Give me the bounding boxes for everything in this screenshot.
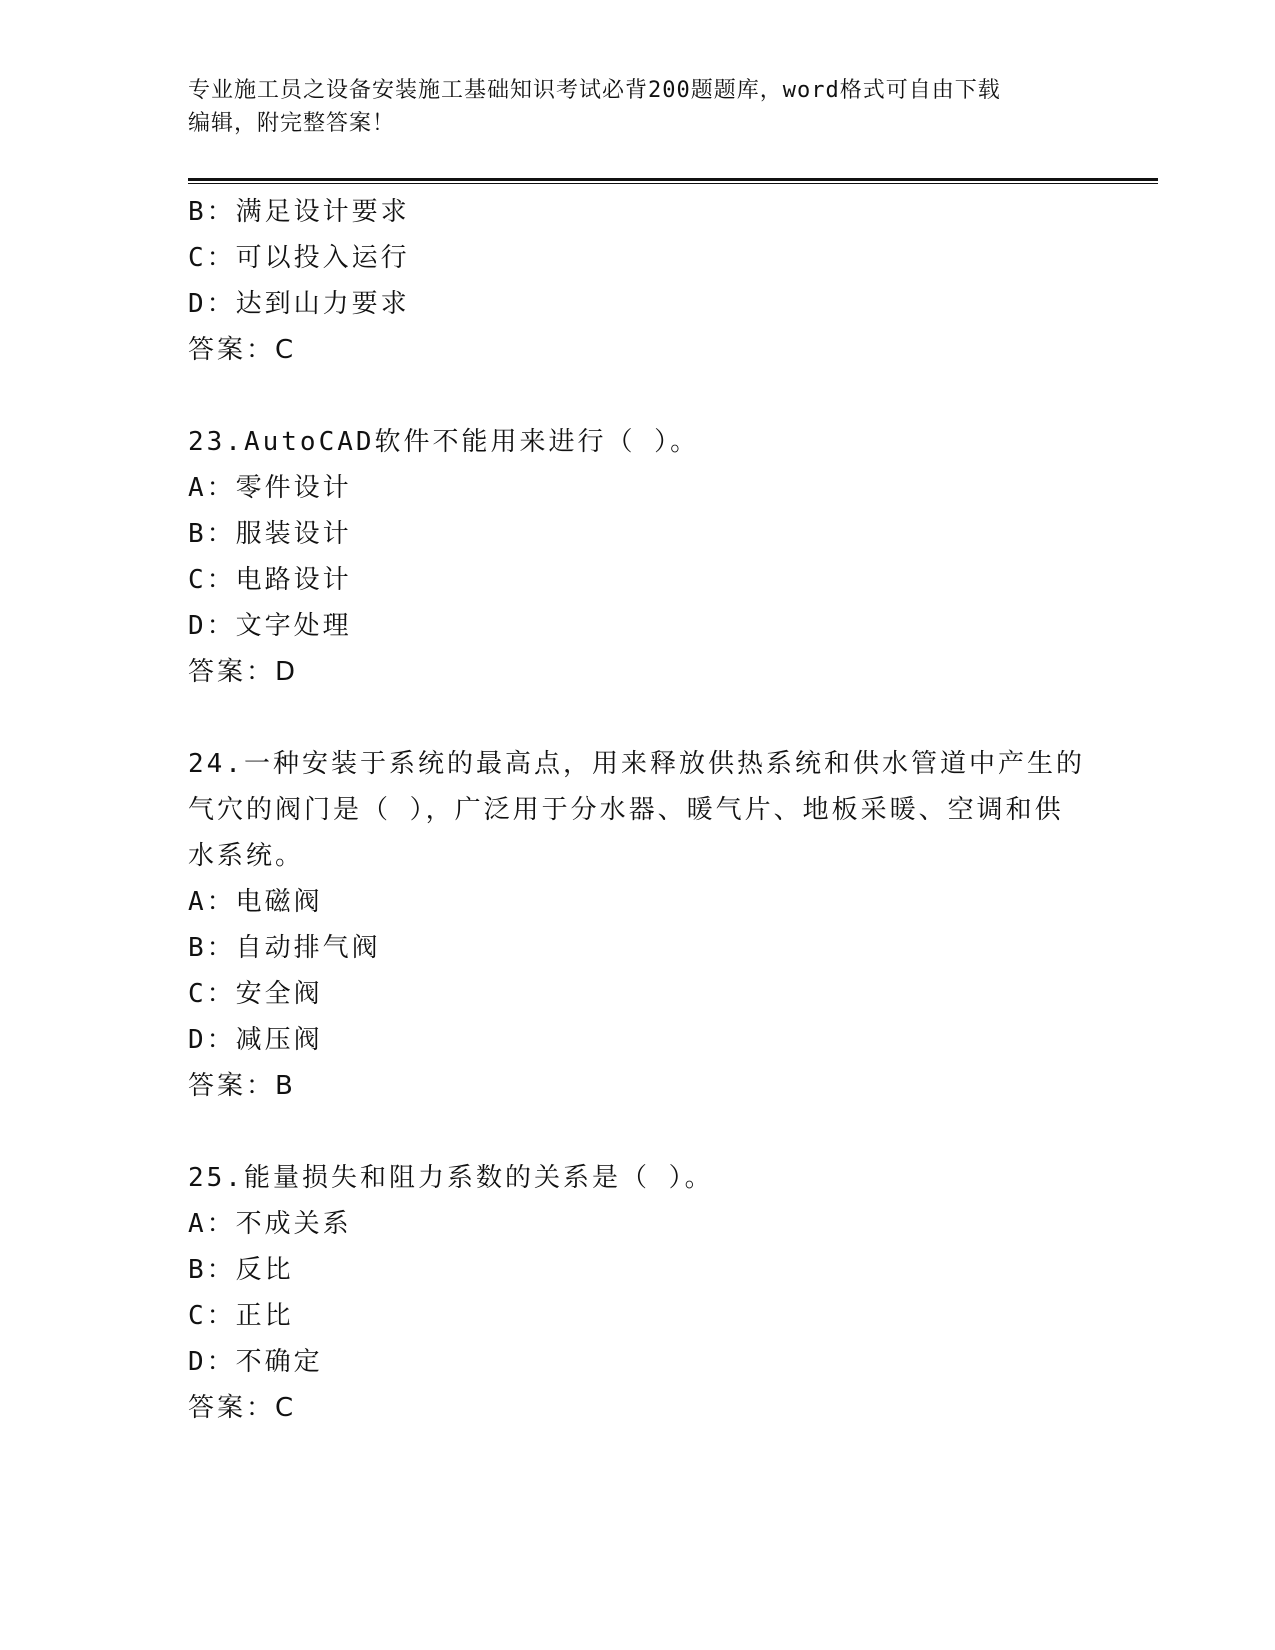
question-24 (188, 741, 1088, 1109)
question-25 (188, 1155, 1088, 1431)
question-23 (188, 419, 1088, 695)
document-header (188, 74, 1068, 140)
answer-line: 答案：C (188, 1393, 297, 1423)
option-d: D：文字处理 (188, 611, 352, 641)
option-a: A：零件设计 (188, 473, 352, 503)
option-b: B：服装设计 (188, 519, 352, 549)
option-a: A：不成关系 (188, 1209, 352, 1239)
option-a: A：电磁阀 (188, 887, 323, 917)
option-b: B：自动排气阀 (188, 933, 381, 963)
question-stem: 23.AutoCAD软件不能用来进行（ ）。 (188, 427, 700, 457)
header-divider-thin (188, 183, 1158, 184)
option-d: D：减压阀 (188, 1025, 323, 1055)
question-stem: 25.能量损失和阻力系数的关系是（ ）。 (188, 1163, 714, 1193)
header-divider-thick (188, 178, 1158, 181)
answer-line: 答案：D (188, 657, 299, 687)
question-22-tail (188, 189, 1088, 373)
option-b: B：满足设计要求 (188, 197, 410, 227)
question-stem-line-3: 水系统。 (188, 841, 305, 871)
answer-line: 答案：C (188, 335, 297, 365)
option-c: C：安全阀 (188, 979, 323, 1009)
option-d: D：不确定 (188, 1347, 323, 1377)
header-title-line-1: 专业施工员之设备安装施工基础知识考试必背200题题库，word格式可自由下载 (188, 78, 1001, 103)
answer-line: 答案：B (188, 1071, 296, 1101)
option-c: C：可以投入运行 (188, 243, 410, 273)
option-d: D：达到山力要求 (188, 289, 410, 319)
header-title-line-2: 编辑，附完整答案！ (188, 111, 396, 136)
option-c: C：正比 (188, 1301, 294, 1331)
question-list (188, 189, 1088, 1431)
question-stem-line-1: 24.一种安装于系统的最高点，用来释放供热系统和供水管道中产生的 (188, 749, 1085, 779)
question-stem-line-2: 气穴的阀门是（ ），广泛用于分水器、暖气片、地板采暖、空调和供 (188, 795, 1064, 825)
option-b: B：反比 (188, 1255, 294, 1285)
option-c: C：电路设计 (188, 565, 352, 595)
